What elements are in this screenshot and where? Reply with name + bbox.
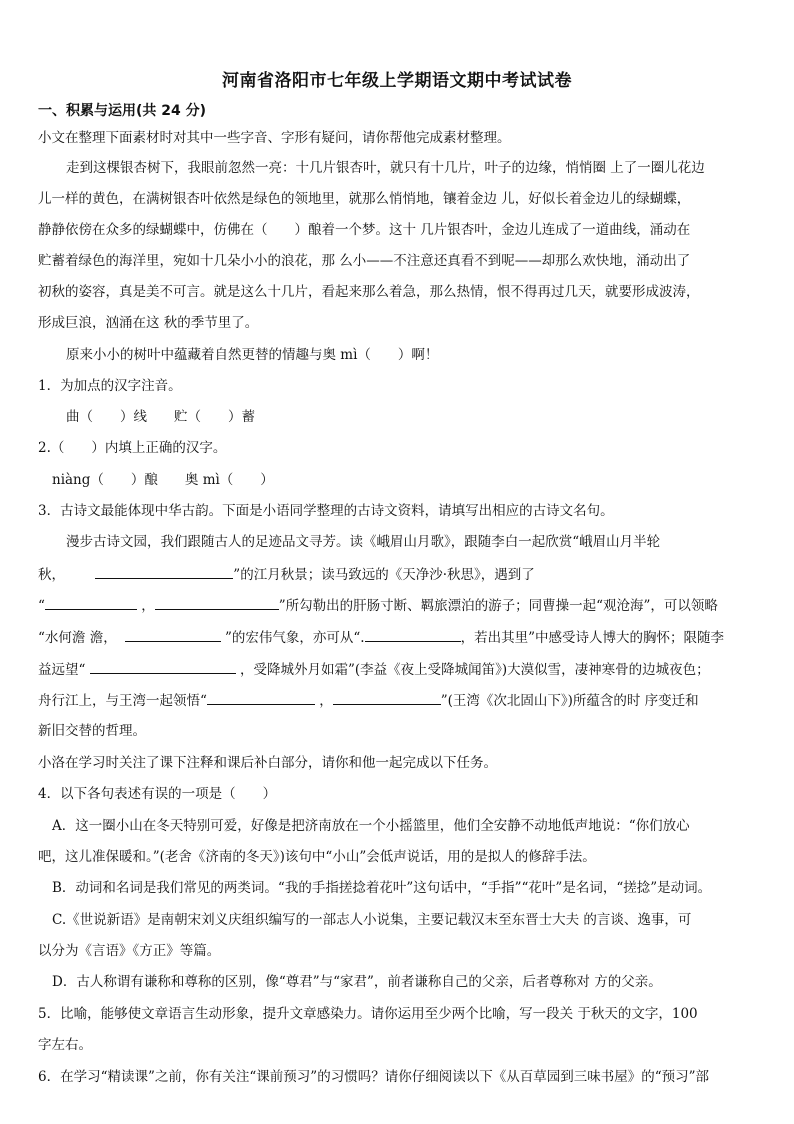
page-title: 河南省洛阳市七年级上学期语文期中考试试卷: [222, 71, 572, 91]
text-segment: 舟行江上，与王湾一起领悟“: [38, 693, 207, 709]
text-segment: ，受降城外月如霜”(李益《夜上受降城闻笛》)大漠似雪，凄神寒骨的边城夜色；: [240, 662, 710, 678]
text-segment: 秋，: [38, 567, 65, 583]
passage-line: 静静依傍在众多的绿蝴蝶中，仿佛在（ ）酿着一个梦。这十 几片银杏叶，金边儿连成了一道曲线，涌动在: [38, 222, 691, 238]
question-2: 2.（ ）内填上正确的汉字。: [38, 440, 227, 456]
text-segment: “水何澹 澹，: [38, 630, 117, 646]
answer-blank[interactable]: [125, 627, 221, 642]
text-segment: ”的宏伟气象，亦可从“.: [225, 630, 365, 646]
question-3-line: [38, 564, 535, 585]
option-a-cont: 吧，这儿准保暖和。”(老舍《济南的冬天》)该句中“小山”会低声说话，用的是拟人的修辞手法。: [38, 849, 596, 865]
passage-line: 原来小小的树叶中蕴藏着自然更替的情趣与奥 mì（ ）啊！: [66, 347, 439, 363]
question-3-line: [38, 595, 718, 616]
text-segment: ”所勾勒出的肝肠寸断、羁旅漂泊的游子；同曹操一起“观沧海”，可以领略: [278, 598, 718, 614]
question-3-line: [38, 690, 699, 711]
question-3-line: 漫步古诗文园，我们跟随古人的足迹品文寻芳。读《峨眉山月歌》，跟随李白一起欣赏“峨眉山月半轮: [66, 534, 661, 550]
text-segment: ”(王湾《次北固山下》)所蕴含的时 序变迁和: [440, 693, 699, 709]
option-b: B．动词和名词是我们常见的两类词。“我的手指搓捻着花叶”这句话中，“手指”“花叶”是名词，“搓捻”是动词。: [52, 880, 712, 896]
passage-line: 贮蓄着绿色的海洋里，宛如十几朵小小的浪花，那 么小——不注意还真看不到呢——却那么欢快地，涌动出了: [38, 253, 691, 269]
text-segment: ”的江月秋景；读马致远的《天净沙·秋思》，遇到了: [233, 567, 535, 583]
option-c-cont: 以分为《言语》《方正》等篇。: [38, 943, 221, 959]
answer-blank[interactable]: [95, 564, 233, 579]
answer-blank[interactable]: [365, 627, 461, 642]
passage-line: 走到这棵银杏树下，我眼前忽然一亮：十几片银杏叶，就只有十几片，叶子的边缘，悄悄圈 上了一圈儿花边: [66, 160, 705, 176]
question-2-items: niàng（ ）酿 奥 mì（ ）: [52, 472, 274, 488]
answer-blank[interactable]: [207, 690, 315, 705]
passage-line: 初秋的姿容，真是美不可言。就是这么十几片，看起来那么着急，那么热情，恨不得再过几天，就要形成波涛，: [38, 284, 700, 300]
answer-blank[interactable]: [333, 690, 441, 705]
question-3: 3．古诗文最能体现中华古韵。下面是小语同学整理的古诗文资料，请填写出相应的古诗文名句。: [38, 503, 614, 519]
text-segment: ，: [141, 598, 155, 614]
answer-blank[interactable]: [90, 659, 236, 674]
question-6: 6．在学习“精读课”之前，你有关注“课前预习”的习惯吗？请你仔细阅读以下《从百草园到三味书屋》的“预习”部: [38, 1069, 709, 1085]
option-c: C.《世说新语》是南朝宋刘义庆组织编写的一部志人小说集，主要记载汉末至东晋士大夫 的言谈、逸事，可: [52, 912, 692, 928]
question-1-items: 曲（ ）线 贮（ ）蓄: [66, 409, 255, 425]
option-a: A．这一圈小山在冬天特别可爱，好像是把济南放在一个小摇篮里，他们全安静不动地低声地说：“你们放心: [52, 818, 690, 834]
question-3-line: [38, 659, 710, 680]
option-d: D．古人称谓有谦称和尊称的区别，像“尊君”与“家君”，前者谦称自己的父亲，后者尊称对 方的父亲。: [52, 974, 662, 990]
answer-blank[interactable]: [45, 595, 137, 610]
question-1: 1．为加点的汉字注音。: [38, 378, 182, 394]
text-segment: 益远望“: [38, 662, 86, 678]
question-4: 4．以下各句表述有误的一项是（ ）: [38, 786, 277, 802]
answer-blank[interactable]: [155, 595, 279, 610]
task-text: 小洛在学习时关注了课下注释和课后补白部分，请你和他一起完成以下任务。: [38, 755, 497, 771]
question-5-cont: 字左右。: [38, 1037, 92, 1053]
intro-text: 小文在整理下面素材时对其中一些字音、字形有疑问，请你帮他完成素材整理。: [38, 130, 511, 146]
passage-line: 儿一样的黄色，在满树银杏叶依然是绿色的领地里，就那么悄悄地，镶着金边 儿，好似长着金边儿的绿蝴蝶，: [38, 191, 691, 207]
section-heading: 一、积累与运用(共 24 分): [38, 103, 207, 119]
passage-line: 形成巨浪，汹涌在这 秋的季节里了。: [38, 315, 259, 331]
question-5: 5．比喻，能够使文章语言生动形象，提升文章感染力。请你运用至少两个比喻，写一段关 于秋天的文字，100: [38, 1006, 698, 1022]
text-segment: ，若出其里”中感受诗人博大的胸怀；限随李: [460, 630, 725, 646]
question-3-line: 新旧交替的哲理。: [38, 723, 146, 739]
question-3-line: [38, 627, 724, 648]
text-segment: “: [38, 598, 45, 614]
text-segment: ，: [319, 693, 333, 709]
